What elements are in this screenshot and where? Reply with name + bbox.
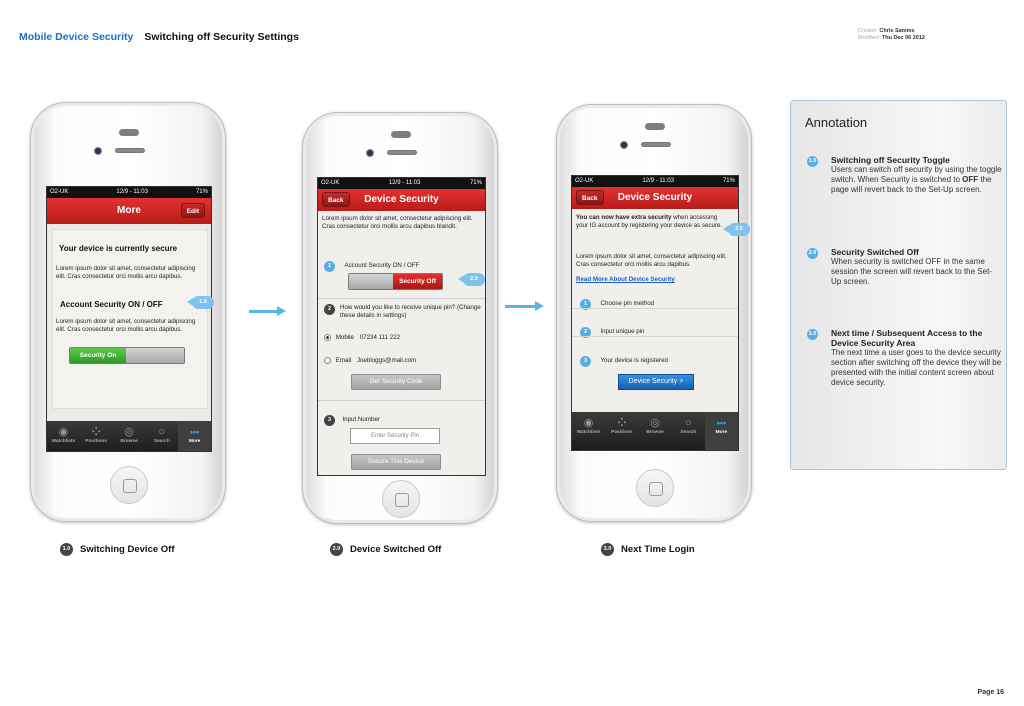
tab-label: Positions — [85, 439, 107, 444]
flow-arrow-2 — [505, 305, 537, 308]
nav-title: Device Security — [364, 194, 439, 205]
tab-label: More — [188, 439, 201, 444]
battery-label: 71% — [722, 178, 735, 184]
positions-icon: ⁘ — [617, 417, 627, 429]
back-button[interactable]: Back — [322, 192, 350, 207]
mobile-radio[interactable] — [324, 334, 331, 341]
page-title: Switching off Security Settings — [144, 31, 299, 43]
divider — [318, 400, 485, 401]
tab-label: Browse — [120, 439, 138, 444]
tab-label: Positions — [611, 430, 633, 435]
tab-label: Browse — [646, 430, 664, 435]
content-card — [52, 229, 208, 409]
home-button — [636, 469, 674, 507]
secure-device-button[interactable]: Secure This Device — [351, 454, 441, 470]
page-header — [19, 31, 299, 43]
caption-label: Switching Device Off — [80, 544, 175, 556]
phone-screen-3 — [571, 175, 739, 451]
sensor-dot — [119, 129, 139, 136]
annotation-text — [831, 165, 1002, 195]
email-label: Email — [335, 357, 352, 365]
nav-bar — [47, 198, 211, 224]
caption-label: Next Time Login — [621, 544, 695, 556]
tab-bar — [47, 421, 211, 452]
caption-label: Device Switched Off — [350, 544, 442, 556]
annotation-heading: Next time / Subsequent Access to the Device Security Area — [831, 328, 983, 348]
step-label: How would you like to receive unique pin? (Change these details in settings) — [340, 304, 481, 319]
caption-number: 1.0 — [60, 543, 73, 556]
step-1 — [324, 254, 419, 272]
email-radio[interactable] — [324, 357, 331, 364]
annotation-number: 3.0 — [807, 329, 818, 340]
step-3 — [324, 408, 380, 426]
annotation-number: 1.0 — [807, 156, 818, 167]
carrier-label: O2-UK — [50, 189, 69, 195]
annotation-item-2 — [807, 247, 1002, 287]
eye-icon: ◉ — [58, 426, 69, 438]
divider — [318, 298, 485, 299]
annotation-text-part: Users can switch off security by using the toggle switch. When Security is switched to — [831, 165, 1002, 184]
phone-screen-1 — [46, 186, 212, 452]
annotation-item-1 — [807, 155, 1002, 195]
battery-label: 71% — [195, 189, 208, 195]
phone-mockup-3 — [556, 104, 752, 522]
caption-2 — [330, 543, 441, 556]
tab-label: Search — [680, 430, 697, 435]
tab-label: Watchlists — [576, 430, 601, 435]
tab-more[interactable] — [705, 412, 738, 451]
status-bar — [318, 178, 485, 189]
annotation-text: When security is switched OFF in the same session the screen will revert back to the Set-Up screen. — [831, 257, 992, 286]
caption-3 — [601, 543, 695, 556]
clock-label: 12/9 - 11:03 — [388, 180, 421, 186]
step-number: 1 — [324, 261, 335, 272]
annotation-heading: Switching off Security Toggle — [831, 155, 950, 165]
speaker-grille — [115, 148, 145, 153]
speaker-grille — [641, 142, 671, 147]
step-label: Input unique pin — [600, 328, 645, 335]
step-label: Choose pin method — [600, 300, 655, 307]
mobile-number: 07234 111 222 — [359, 334, 401, 342]
search-icon: ○ — [684, 417, 692, 429]
get-security-code-button[interactable]: Get Security Code — [351, 374, 441, 390]
security-toggle[interactable] — [69, 347, 185, 364]
home-button — [382, 480, 420, 518]
status-bar — [47, 187, 211, 198]
secure-heading: Your device is currently secure — [59, 244, 178, 253]
step-label: Account Security ON / OFF — [344, 262, 420, 269]
annotation-heading: Security Switched Off — [831, 247, 919, 257]
annotation-item-3 — [807, 328, 1002, 388]
intro-text: Lorem ipsum dolor sit amet, consectetur adipiscing elit. Cras consectetur orci mollis arcu dapibus. — [56, 265, 196, 280]
caption-number: 2.0 — [330, 543, 343, 556]
tab-browse[interactable] — [113, 421, 146, 452]
more-dots-icon: ••• — [716, 418, 727, 428]
read-more-link[interactable]: Read More About Device Security — [576, 276, 675, 283]
step-label: Input Number — [342, 416, 380, 423]
step-number: 3 — [580, 356, 591, 367]
search-icon: ○ — [158, 426, 166, 438]
tab-positions[interactable] — [605, 412, 638, 451]
security-pin-input[interactable]: Enter Security Pin — [350, 428, 440, 444]
security-description: Lorem ipsum dolor sit amet, consectetur adipiscing elit. Cras consectetur orci mollis arcu dapibus. — [56, 318, 196, 333]
callout-2: 2.0 — [463, 273, 485, 286]
creator-name: Chris Samms — [879, 28, 915, 34]
carrier-label: O2-UK — [575, 178, 594, 184]
step-2 — [324, 304, 484, 320]
body-text: Lorem ipsum dolor sit amet, consectetur adipiscing elit. Cras consectetur orci mollis arcu dapibus. — [576, 253, 727, 268]
tab-bar — [572, 412, 738, 451]
tab-positions[interactable] — [80, 421, 113, 452]
mobile-option[interactable] — [324, 334, 400, 342]
step-3 — [580, 349, 668, 367]
phone-mockup-2 — [302, 112, 498, 524]
front-camera-icon — [620, 141, 628, 149]
modified-label: Modified — [858, 35, 879, 41]
front-camera-icon — [94, 147, 102, 155]
nav-title: Device Security — [617, 192, 693, 203]
edit-button[interactable]: Edit — [181, 203, 205, 218]
step-number: 1 — [580, 299, 591, 310]
toggle-on-label: Security On — [70, 348, 126, 363]
toggle-knob — [126, 348, 184, 363]
annotation-title: Annotation — [805, 115, 868, 130]
nav-title: More — [117, 205, 141, 216]
mobile-label: Mobile — [335, 334, 354, 342]
browse-icon: ◎ — [650, 417, 660, 429]
security-toggle[interactable] — [348, 273, 443, 290]
clock-label: 12/9 - 11:03 — [642, 178, 674, 184]
email-address: Joebloggs@mail.com — [356, 357, 417, 365]
tab-label: Search — [153, 439, 170, 444]
intro-text — [576, 214, 726, 230]
page-number: Page 16 — [977, 689, 1004, 696]
back-button[interactable]: Back — [576, 190, 604, 205]
clock-label: 12/9 - 11:03 — [116, 189, 148, 195]
tab-label: Watchlists — [51, 439, 76, 444]
document-meta — [858, 28, 925, 42]
nav-bar — [572, 187, 738, 209]
callout-3: 3.0 — [728, 223, 750, 236]
intro-rest: when accessing your IG account by registering your device as secure. — [576, 214, 723, 229]
annotation-number: 2.0 — [807, 248, 818, 259]
email-option[interactable] — [324, 357, 416, 365]
nav-bar — [318, 189, 485, 211]
tab-search[interactable] — [672, 412, 705, 451]
creator-label: Creator — [858, 28, 877, 34]
tab-watchlists[interactable] — [47, 421, 80, 452]
front-camera-icon — [366, 149, 374, 157]
eye-icon: ◉ — [583, 417, 594, 429]
section-title: Mobile Device Security — [19, 31, 134, 43]
tab-browse[interactable] — [638, 412, 671, 451]
divider — [572, 308, 738, 309]
sensor-dot — [391, 131, 411, 138]
phone-screen-2 — [317, 177, 486, 476]
phone-mockup-1 — [30, 102, 226, 522]
browse-icon: ◎ — [124, 426, 134, 438]
more-dots-icon: ••• — [189, 427, 200, 437]
positions-icon: ⁘ — [91, 426, 101, 438]
step-label: Your device is registered — [600, 357, 668, 364]
intro-bold: You can now have extra security — [576, 214, 672, 221]
tab-watchlists[interactable] — [572, 412, 605, 451]
tab-search[interactable] — [145, 421, 178, 452]
step-number: 2 — [580, 327, 591, 338]
callout-1: 1.0 — [192, 296, 214, 309]
annotation-text: The next time a user goes to the device security section after switching off the device they will be presented with the initial content screen about device security. — [831, 348, 1002, 387]
caption-1 — [60, 543, 175, 556]
home-button — [110, 466, 148, 504]
tab-more[interactable] — [178, 421, 211, 452]
account-security-heading: Account Security ON / OFF — [60, 300, 163, 309]
divider — [572, 336, 738, 337]
toggle-off-label: Security Off — [393, 274, 442, 289]
carrier-label: O2-UK — [321, 180, 340, 186]
modified-date: Thu Dec 06 2012 — [881, 35, 925, 41]
sensor-dot — [645, 123, 665, 130]
speaker-grille — [387, 150, 417, 155]
flow-arrow-1 — [249, 310, 279, 313]
caption-number: 3.0 — [601, 543, 614, 556]
annotation-text-part: the page will revert back to the Set-Up screen. — [831, 175, 992, 194]
battery-label: 71% — [469, 180, 482, 186]
device-security-button[interactable]: Device Security > — [618, 374, 694, 390]
tab-label: More — [715, 430, 728, 435]
annotation-panel — [790, 100, 1007, 470]
intro-text: Lorem ipsum dolor sit amet, consectetur adipiscing elit. Cras consectetur orci mollis arcu dapibus blandit. — [322, 215, 473, 230]
toggle-knob — [349, 274, 393, 289]
step-number: 2 — [324, 304, 335, 315]
status-bar — [572, 176, 738, 187]
step-number: 3 — [324, 415, 335, 426]
annotation-text-bold: OFF — [962, 175, 979, 184]
